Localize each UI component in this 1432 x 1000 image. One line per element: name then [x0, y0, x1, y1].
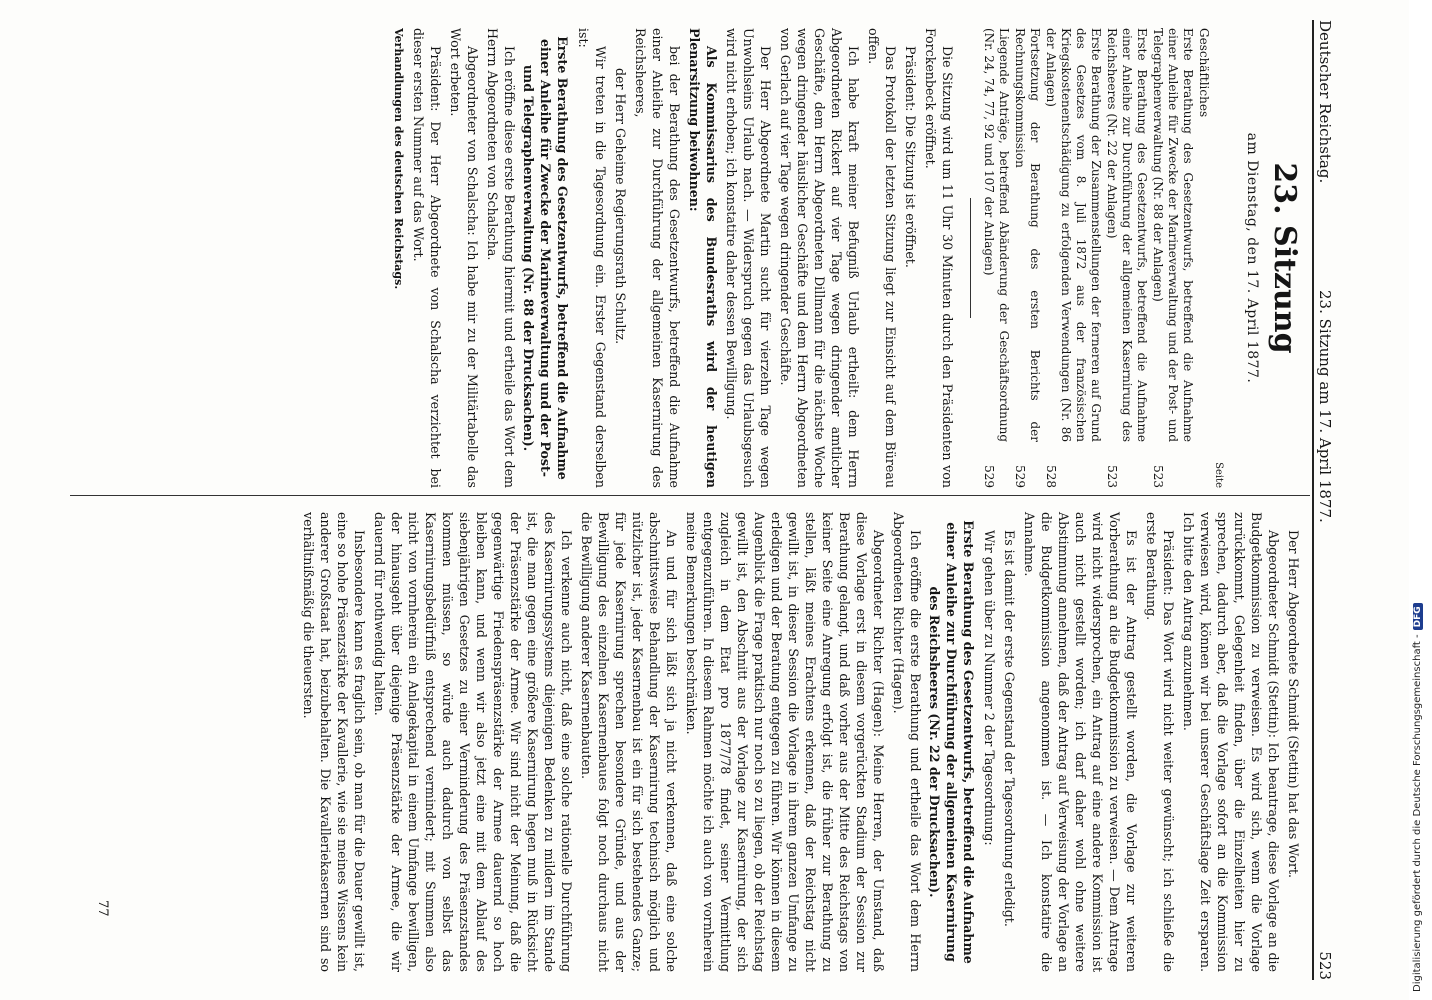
toc-item — [1104, 28, 1149, 488]
toc-intro: Geschäftliches — [1197, 28, 1211, 118]
rotated-document — [50, 0, 1350, 1000]
speaker-announcement: Der Herr Abgeordnete Schmidt (Stettin) hat das Wort. — [1286, 530, 1301, 879]
leave-request-paragraph: Der Herr Abgeordnete Martin sucht für vierzehn Tage wegen Unwohlseins Urlaub nach. — Widerspruch gegen das Urlaubsgesuch wird nicht erhoben; ich konstatire daher dessen Bewilligung. — [724, 28, 773, 488]
speech-schmidt: Abgeordneter Schmidt (Stettin): Ich beantrage, diese Vorlage an die Budgetkommission zu verweisen. Es wird sich, wenn die Vorlage zurückkommt, Gelegenheit finden, über die Einzelheiten hier zu sprechen, dadurch aber, daß die Vorlage sofort an die Kommission verwiesen wird, können wir bei unserer Geschäftslage Zeit ersparen. Ich bitte den Antrag anzunehmen. — [1181, 512, 1281, 972]
toc-item-text: Erste Berathung des Gesetzentwurfs, betreffend die Aufnahme einer Anleihe zur Durchführung der allgemeinen Kasernirung des Reichsheeres (Nr. 22 der Anlagen) — [1105, 28, 1149, 442]
debate-opening-2: Ich eröffne die erste Berathung und ertheile das Wort dem Herrn Abgeordneten Richter (Hagen). — [891, 512, 923, 972]
toc-item-page: 528 — [1044, 465, 1058, 488]
toc-item-text: Erste Berathung der Zusammenstellungen der ferneren auf Grund des Gesetzes vom 8. Juli 1872 aus der französischen Kriegskostenentschädigung zu erfolgenden Verwendungen (Nr. 86 der Anlagen) — [1044, 28, 1103, 442]
toc-item-text: Erste Berathung des Gesetzentwurfs, betreffend die Aufnahme einer Anleihe für Zwecke der Marineverwaltung und der Post- und Telegraphenverwaltung (Nr. 88 der Anlagen) — [1151, 28, 1195, 442]
speech-richter-1: Abgeordneter Richter (Hagen): Meine Herren, der Umstand, daß diese Vorlage erst in diesem vorgerückten Stadium der Session zur Berathung gelangt, und daß vorher aus der Mitte des Reichstags von keiner Seite eine Anregung erfolgt ist, die früher zur Berathung zu stellen, läßt meines Erachtens erkennen, daß der Reichstag nicht gewillt ist, in dieser Session die Vorlage in ihrem ganzen Umfange zu erledigen und der Beratung entgegen zu führen. Wir können in diesem Augenblick die Frage praktisch nur noch so zu liegen, ob der Reichstag gewillt ist, den Abschnitt aus der Vorlage zur Kasernirung, der sich zugleich in dem Etat pro 1877/78 findet, seiner Vermittlung entgegenzuführen. In diesem Rahmen möchte ich auch von vornherein meine Bemerkungen beschränken. — [684, 512, 886, 972]
agenda-item-1: Erste Berathung des Gesetzentwurfs, betreffend die Aufnahme einer Anleihe für Zwecke der Marineverwaltung und der Post- und Telegraphenverwaltung (Nr. 88 der Drucksachen). — [521, 36, 570, 480]
toc-item — [1043, 28, 1103, 488]
funding-notice — [1412, 603, 1423, 992]
header-publication: Deutscher Reichstag. — [1316, 20, 1334, 184]
section-rule — [970, 198, 971, 318]
column-divider — [70, 495, 1310, 496]
commissioner-name: der Herr Geheime Regierungsrath Schultz. — [613, 68, 628, 345]
speech-richter-3: Ich verkenne auch nicht, daß eine solche rationelle Durchführung des Kasernirungssystems diejenigen Bedenken zu mildern im Stande ist, die man gegen eine größere Kasernirung hegen muß in Rücksicht der Präsenzstärke der Armee. Wir sind nicht der Meinung, daß die gegenwärtige Friedenspräsenzstärke der Armee dauernd so hoch bleiben kann, und wenn wir also jetzt eine mit dem Ablauf des siebenjährigen Gesetzes zu einer Verminderung des Präsenzstandes kommen müssen, so würde auch dadurch von selbst das Kasernirungsbedürfniß entsprechend vermindert; mit Summen also nicht von vornherein ein Anlagekapital in einem Umfange bewilligen, der hinausgeht über diejenige Präsenzstärke der Armee, die wir dauernd für nothwendig halten. — [372, 512, 574, 972]
funding-text: Digitalisierung gefördert durch die Deutsche Forschungsgemeinschaft - — [1412, 634, 1423, 992]
bottom-signature-line: Verhandlungen des deutschen Reichstags. — [392, 28, 405, 290]
speaker-schalscha: Abgeordneter von Schalscha: Ich habe mir zu der Militärtabelle das Wort erbeten. — [448, 28, 480, 488]
toc-item-page: 529 — [1013, 465, 1027, 488]
commissioner-heading: Als Kommissarius des Bundesraths wird der heutigen Plenarsitzung beiwohnen: — [687, 28, 719, 488]
page-signature: 77 — [95, 900, 110, 917]
item-settled: Es ist damit der erste Gegenstand der Tagesordnung erledigt. — [1002, 530, 1017, 927]
president-closing: Präsident: Das Wort wird nicht weiter gewünscht; ich schließe die erste Berathung. — [1144, 512, 1176, 972]
referral-paragraph: Es ist der Antrag gestellt worden, die Vorlage zur weiteren Vorberathung an die Budgetkommission zu verweisen. — Dem Antrage wird nicht widersprochen, ein Antrag auf eine andere Kommission ist auch nicht gestellt worden; ich darf daher wohl ohne weitere Abstimmung annehmen, daß der Antrag auf Verweisung der Vorlage an die Budgetkommission angenommen ist. — Ich konstatire die Annahme. — [1022, 512, 1139, 972]
dfg-logo: DFG — [1413, 603, 1423, 630]
session-title: 23. Sitzung — [1267, 162, 1302, 354]
right-column — [297, 512, 1302, 972]
toc-item — [1150, 28, 1195, 488]
agenda-intro: Wir treten in die Tagesordnung ein. Erster Gegenstand derselben ist: — [576, 28, 608, 488]
commissioner-context: bei der Berathung des Gesetzentwurfs, betreffend die Aufnahme einer Anleihe zur Durchführung der allgemeinen Kasernirung des Reichsheeres, — [633, 28, 682, 488]
toc-page-label: Seite — [1213, 462, 1224, 488]
agenda-transition: Wir gehen über zu Nummer 2 der Tagesordnung: — [982, 530, 997, 846]
toc-item-page: 529 — [982, 465, 996, 488]
speech-richter-4: Insbesondere kann es fraglich sein, ob man für die Dauer gewillt ist, eine so hohe Präsenzstärke der Kavallerie, wie sie meines Wissens kein anderer Großstaat hat, beizubehalten. Die Kavalleriekasernen sind so verhältnißmäßig die theuersten. — [301, 512, 367, 972]
header-page-number: 523 — [1316, 951, 1334, 980]
president-opening: Präsident: Die Sitzung ist eröffnet. — [903, 46, 918, 268]
leave-paragraph: Ich habe kraft meiner Befugniß Urlaub ertheilt: dem Herrn Abgeordneten Rickert auf vier Tage wegen dringender amtlicher Geschäfte, dem Herrn Abgeordneten Dillmann für die nächste Woche wegen dringender häuslicher Geschäfte und dem Herrn Abgeordneten von Gerlach auf vier Tage wegen dringender Geschäfte. — [778, 28, 861, 488]
speech-richter-2: An und für sich läßt sich ja nicht verkennen, daß eine solche abschnittsweise Behandlung der Kasernirung technisch möglich und nützlicher ist, jeder Kasernenbau ist ein für sich bestehendes Ganze; für jede Kasernirung sprechen besondere Gründe, und aus der Bewilligung des einzelnen Kasernenbaues folgt noch durchaus nicht die Bewilligung anderer Kasernenbauten. — [579, 512, 679, 972]
agenda-item-2: Erste Berathung des Gesetzentwurfs, betreffend die Aufnahme einer Anleihe zur Durchführung der allgemeinen Kasernirung des Reichsheeres (Nr. 22 der Drucksachen). — [927, 520, 976, 964]
opening-paragraph: Die Sitzung wird um 11 Uhr 30 Minuten durch den Präsidenten von Forckenbeck eröffnet. — [923, 28, 955, 488]
session-date: am Dienstag, den 17. April 1877. — [1244, 132, 1260, 384]
toc-item — [1012, 28, 1042, 488]
header-session: 23. Sitzung am 17. April 1877. — [1316, 290, 1334, 523]
toc-item-text: Liegende Anträge, betreffend Abänderung der Geschäftsordnung (Nr. 24, 74, 77, 92 und 107 der Anlagen) — [982, 28, 1011, 442]
debate-opening: Ich eröffne diese erste Berathung hiermit und ertheile das Wort dem Herrn Abgeordneten von Schalscha. — [485, 28, 517, 488]
toc-item-page: 523 — [1151, 465, 1165, 488]
toc-item-text: Fortsetzung der Berathung des ersten Berichts der Rechnungskommission — [1013, 28, 1042, 442]
header-rule — [1312, 20, 1314, 980]
president-remark: Präsident: Der Herr Abgeordnete von Schalscha verzichtet bei dieser ersten Nummer auf das Wort. — [411, 28, 443, 488]
toc-item-page: 523 — [1105, 465, 1119, 488]
left-column — [387, 28, 1302, 488]
protocol-paragraph: Das Protokoll der letzten Sitzung liegt zur Einsicht auf dem Büreau offen. — [866, 28, 898, 488]
toc-item — [981, 28, 1011, 488]
